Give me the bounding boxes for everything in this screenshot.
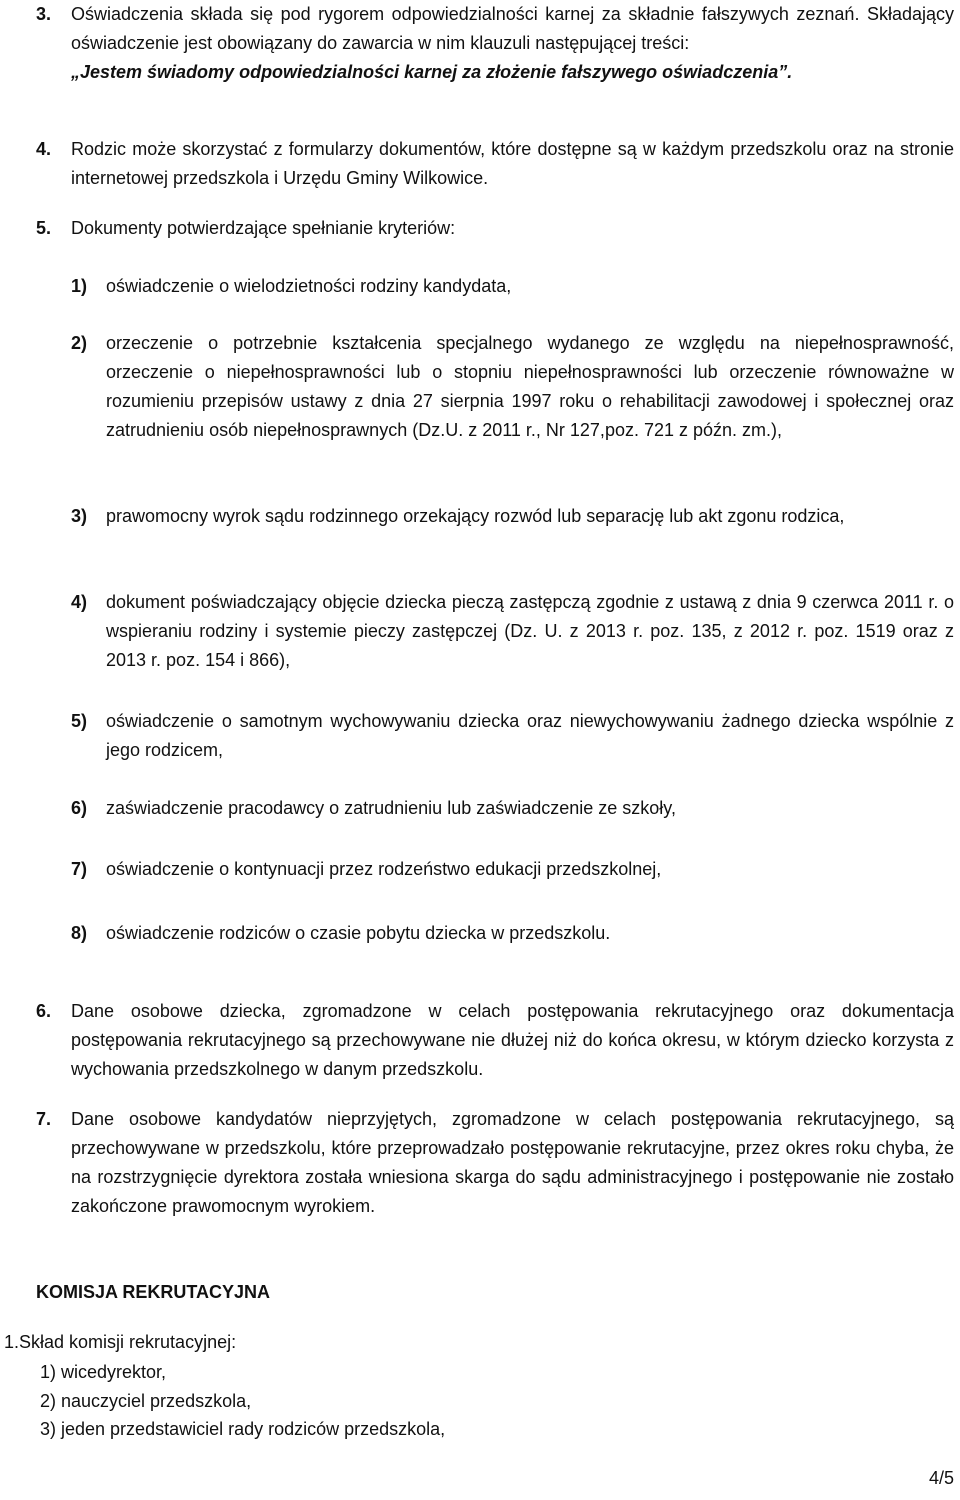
list-item-text: oświadczenie o kontynuacji przez rodzeństwo edukacji przedszkolnej, <box>106 859 662 879</box>
item-7-number: 7. <box>36 1109 52 1129</box>
list-item-number: 4) <box>71 592 88 612</box>
list-item-number: 2) <box>71 333 88 353</box>
commission-member: 2) nauczyciel przedszkola, <box>40 1391 252 1411</box>
list-item-text: prawomocny wyrok sądu rodzinnego orzekający rozwód lub separację lub akt zgonu rodzica, <box>106 506 845 526</box>
item-3-number: 3. <box>36 4 52 24</box>
item-5-number: 5. <box>36 218 52 238</box>
list-item-number: 6) <box>71 798 88 818</box>
list-item-text: orzeczenie o potrzebnie kształcenia specjalnego wydanego ze względu na niepełnosprawność, orzeczenie o niepełnosprawności lub o stopniu niepełnosprawności lub orzeczenie równoważne w rozumieniu przepisów ustawy z dnia 27 sierpnia 1997 roku o rehabilitacji zawodowej i społecznej oraz zatrudnieniu osób niepełnosprawnych (Dz.U. z 2011 r., Nr 127,poz. 721 z późn. zm.), <box>106 333 954 440</box>
list-item-text: oświadczenie o wielodzietności rodziny kandydata, <box>106 276 512 296</box>
list-item-number: 7) <box>71 859 88 879</box>
item-6-text: Dane osobowe dziecka, zgromadzone w celach postępowania rekrutacyjnego oraz dokumentacja postępowania rekrutacyjnego są przechowywane nie dłużej niż do końca okresu, w którym dziecko korzysta z wychowania przedszkolnego w danym przedszkolu. <box>71 1001 954 1079</box>
item-3-text: Oświadczenia składa się pod rygorem odpowiedzialności karnej za składnie fałszywych zeznań. Składający oświadczenie jest obowiązany do zawarcia w nim klauzuli następującej treści: „Jestem świadomy odpowiedzialności karnej za złożenie fałszywego oświadczenia”. <box>71 4 954 82</box>
list-item-text: oświadczenie rodziców o czasie pobytu dziecka w przedszkolu. <box>106 923 611 943</box>
commission-member: 3) jeden przedstawiciel rady rodziców przedszkola, <box>40 1419 446 1439</box>
list-item-text: dokument poświadczający objęcie dziecka pieczą zastępczą zgodnie z ustawą z dnia 9 czerwca 2011 r. o wspieraniu rodziny i systemie pieczy zastępczej (Dz. U. z 2013 r. poz. 135, z 2012 r. poz. 1519 oraz z 2013 r. poz. 154 i 866), <box>106 592 954 670</box>
commission-intro: 1.Skład komisji rekrutacyjnej: <box>4 1332 237 1352</box>
item-3-clause: „Jestem świadomy odpowiedzialności karnej za złożenie fałszywego oświadczenia”. <box>71 62 793 82</box>
list-item-number: 1) <box>71 276 88 296</box>
item-4-number: 4. <box>36 139 52 159</box>
section-heading: KOMISJA REKRUTACYJNA <box>36 1282 271 1302</box>
page-number: 4/5 <box>928 1468 954 1488</box>
item-4-text: Rodzic może skorzystać z formularzy dokumentów, które dostępne są w każdym przedszkolu oraz na stronie internetowej przedszkola i Urzędu Gminy Wilkowice. <box>71 139 954 188</box>
list-item-text: oświadczenie o samotnym wychowywaniu dziecka oraz niewychowywaniu żadnego dziecka wspólnie z jego rodzicem, <box>106 711 954 760</box>
list-item-text: zaświadczenie pracodawcy o zatrudnieniu lub zaświadczenie ze szkoły, <box>106 798 676 818</box>
item-6-number: 6. <box>36 1001 52 1021</box>
item-5-text: Dokumenty potwierdzające spełnianie kryteriów: <box>71 218 456 238</box>
commission-member: 1) wicedyrektor, <box>40 1362 167 1382</box>
list-item-number: 5) <box>71 711 88 731</box>
list-item-number: 3) <box>71 506 88 526</box>
list-item-number: 8) <box>71 923 88 943</box>
item-7-text: Dane osobowe kandydatów nieprzyjętych, zgromadzone w celach postępowania rekrutacyjnego, są przechowywane w przedszkolu, które przeprowadzało postępowanie rekrutacyjne, przez okres roku chyba, że na rozstrzygnięcie dyrektora została wniesiona skarga do sądu administracyjnego i postępowanie nie zostało zakończone prawomocnym wyrokiem. <box>71 1109 954 1216</box>
